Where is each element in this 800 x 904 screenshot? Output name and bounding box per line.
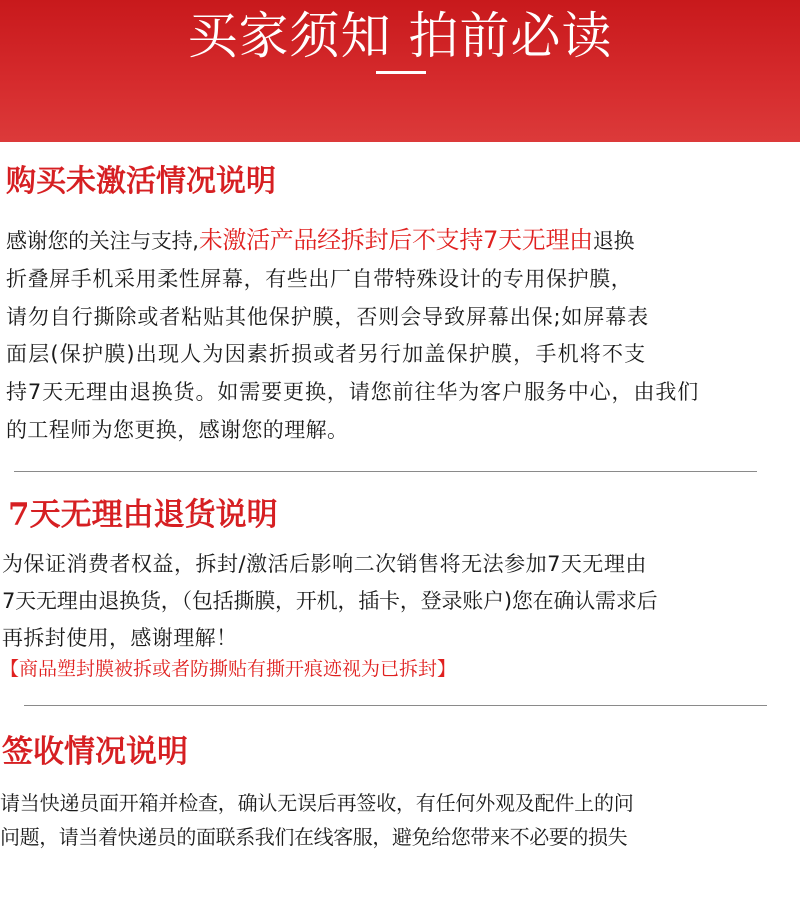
page-title: 买家须知 拍前必读 xyxy=(187,7,613,65)
paragraph-line: 为保证消费者权益，拆封/激活后影响二次销售将无法参加7天无理由 xyxy=(2,552,647,576)
paragraph-line: 持7天无理由退换货。如需要更换，请您前往华为客户服务中心，由我们 xyxy=(6,380,700,405)
section-divider xyxy=(14,471,757,472)
paragraph-line: 面层(保护膜)出现人为因素折损或者另行加盖保护膜，手机将不支 xyxy=(6,342,647,367)
emphasis-text: 未激活产品经拆封后不支持7天无理由 xyxy=(198,226,593,254)
paragraph-line: 问题，请当着快递员的面联系我们在线客服，避免给您带来不必要的损失 xyxy=(0,825,628,849)
section-title-unactivated: 购买未激活情况说明 xyxy=(6,164,276,199)
return-policy-paragraph xyxy=(2,546,657,657)
paragraph-line xyxy=(6,222,699,261)
unseal-notice: 【商品塑封膜被拆或者防撕贴有撕开痕迹视为已拆封】 xyxy=(0,658,457,680)
paragraph-text: 退换 xyxy=(592,229,635,253)
unactivated-paragraph xyxy=(6,222,699,450)
section-divider xyxy=(24,705,767,706)
section-title-return-policy: 7天无理由退货说明 xyxy=(8,497,278,533)
paragraph-line: 折叠屏手机采用柔性屏幕，有些出厂自带特殊设计的专用保护膜， xyxy=(6,266,633,291)
paragraph-text: 感谢您的关注与支持, xyxy=(6,229,199,253)
paragraph-line: 7天无理由退换货，（包括撕膜，开机，插卡，登录账户)您在确认需求后 xyxy=(2,589,658,613)
header-banner xyxy=(0,0,800,142)
paragraph-line: 请勿自行撕除或者粘贴其他保护膜，否则会导致屏幕出保;如屏幕表 xyxy=(6,304,650,329)
section-title-receipt: 签收情况说明 xyxy=(2,734,188,770)
title-underline xyxy=(376,71,426,74)
paragraph-line: 再拆封使用，感谢理解！ xyxy=(2,626,238,650)
receipt-paragraph xyxy=(0,786,634,854)
paragraph-line: 的工程师为您更换，感谢您的理解。 xyxy=(6,417,349,442)
paragraph-line: 请当快递员面开箱并检查，确认无误后再签收，有任何外观及配件上的问 xyxy=(0,791,634,815)
